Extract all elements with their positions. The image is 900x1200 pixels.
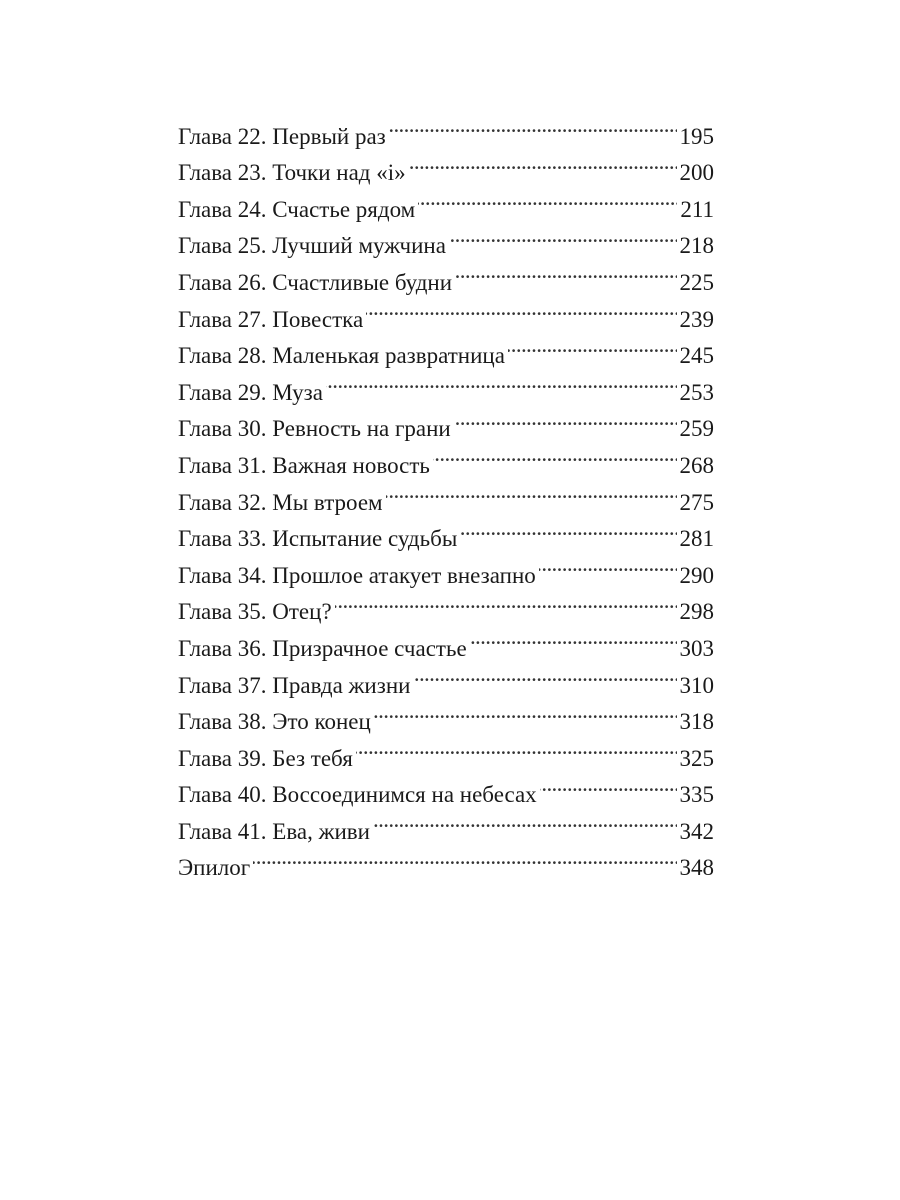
dot-leader xyxy=(389,107,677,144)
toc-entry-title: Глава 30. Ревность на грани xyxy=(178,416,451,442)
toc-entry-page: 218 xyxy=(679,233,714,259)
toc-entry-title: Глава 39. Без тебя xyxy=(178,745,353,771)
toc-entry-page: 268 xyxy=(679,452,714,478)
toc-entry-page: 298 xyxy=(679,599,714,625)
dot-leader xyxy=(454,400,677,437)
dot-leader xyxy=(326,363,677,400)
dot-leader xyxy=(335,583,677,620)
dot-leader xyxy=(455,253,676,290)
toc-entry-title: Глава 24. Счастье рядом xyxy=(178,196,416,222)
toc-entry xyxy=(178,107,714,149)
toc-entry-page: 200 xyxy=(679,160,714,186)
table-of-contents xyxy=(178,107,714,881)
toc-entry-title: Глава 33. Испытание судьбы xyxy=(178,526,458,552)
dot-leader xyxy=(386,473,677,510)
toc-entry-page: 290 xyxy=(679,562,714,588)
toc-entry-page: 335 xyxy=(679,782,714,808)
toc-entry-title: Глава 40. Воссоединимся на небесах xyxy=(178,782,537,808)
toc-entry xyxy=(178,839,714,881)
dot-leader xyxy=(253,839,676,876)
dot-leader xyxy=(433,436,677,473)
toc-entry-title: Глава 34. Прошлое атакует внезапно xyxy=(178,562,536,588)
toc-entry-page: 239 xyxy=(679,306,714,332)
toc-entry-page: 318 xyxy=(679,709,714,735)
dot-leader xyxy=(373,802,677,839)
dot-leader xyxy=(374,693,677,730)
toc-entry-title: Глава 28. Маленькая развратница xyxy=(178,343,505,369)
toc-entry-title: Глава 38. Это конец xyxy=(178,709,371,735)
toc-entry-page: 211 xyxy=(680,196,714,222)
toc-entry-page: 342 xyxy=(679,818,714,844)
toc-entry-page: 275 xyxy=(679,489,714,515)
toc-entry-page: 245 xyxy=(679,343,714,369)
dot-leader xyxy=(539,546,677,583)
toc-entry-page: 303 xyxy=(679,635,714,661)
dot-leader xyxy=(460,510,676,547)
toc-entry-title: Глава 37. Правда жизни xyxy=(178,672,411,698)
toc-entry-page: 259 xyxy=(679,416,714,442)
toc-entry-title: Глава 32. Мы втроем xyxy=(178,489,383,515)
dot-leader xyxy=(540,766,677,803)
toc-entry-title: Глава 27. Повестка xyxy=(178,306,364,332)
toc-entry-page: 310 xyxy=(679,672,714,698)
dot-leader xyxy=(470,619,677,656)
toc-entry-title: Глава 35. Отец? xyxy=(178,599,332,625)
dot-leader xyxy=(449,217,677,254)
toc-entry-page: 225 xyxy=(679,269,714,295)
toc-entry-title: Глава 23. Точки над «i» xyxy=(178,160,406,186)
toc-entry-title: Глава 26. Счастливые будни xyxy=(178,269,453,295)
toc-entry-title: Глава 25. Лучший мужчина xyxy=(178,233,446,259)
toc-entry-page: 325 xyxy=(679,745,714,771)
toc-entry-page: 253 xyxy=(679,379,714,405)
dot-leader xyxy=(508,327,677,364)
dot-leader xyxy=(413,656,676,693)
toc-entry-page: 348 xyxy=(679,855,714,881)
toc-entry-page: 281 xyxy=(679,526,714,552)
toc-entry-title: Эпилог xyxy=(178,855,251,881)
toc-entry-title: Глава 29. Муза xyxy=(178,379,323,405)
toc-entry-title: Глава 31. Важная новость xyxy=(178,452,430,478)
dot-leader xyxy=(366,290,676,327)
toc-entry-page: 195 xyxy=(679,123,714,149)
dot-leader xyxy=(418,180,677,217)
dot-leader xyxy=(356,729,677,766)
toc-entry-title: Глава 22. Первый раз xyxy=(178,123,386,149)
dot-leader xyxy=(409,144,677,181)
toc-entry-title: Глава 41. Ева, живи xyxy=(178,818,370,844)
toc-entry-title: Глава 36. Призрачное счастье xyxy=(178,635,467,661)
